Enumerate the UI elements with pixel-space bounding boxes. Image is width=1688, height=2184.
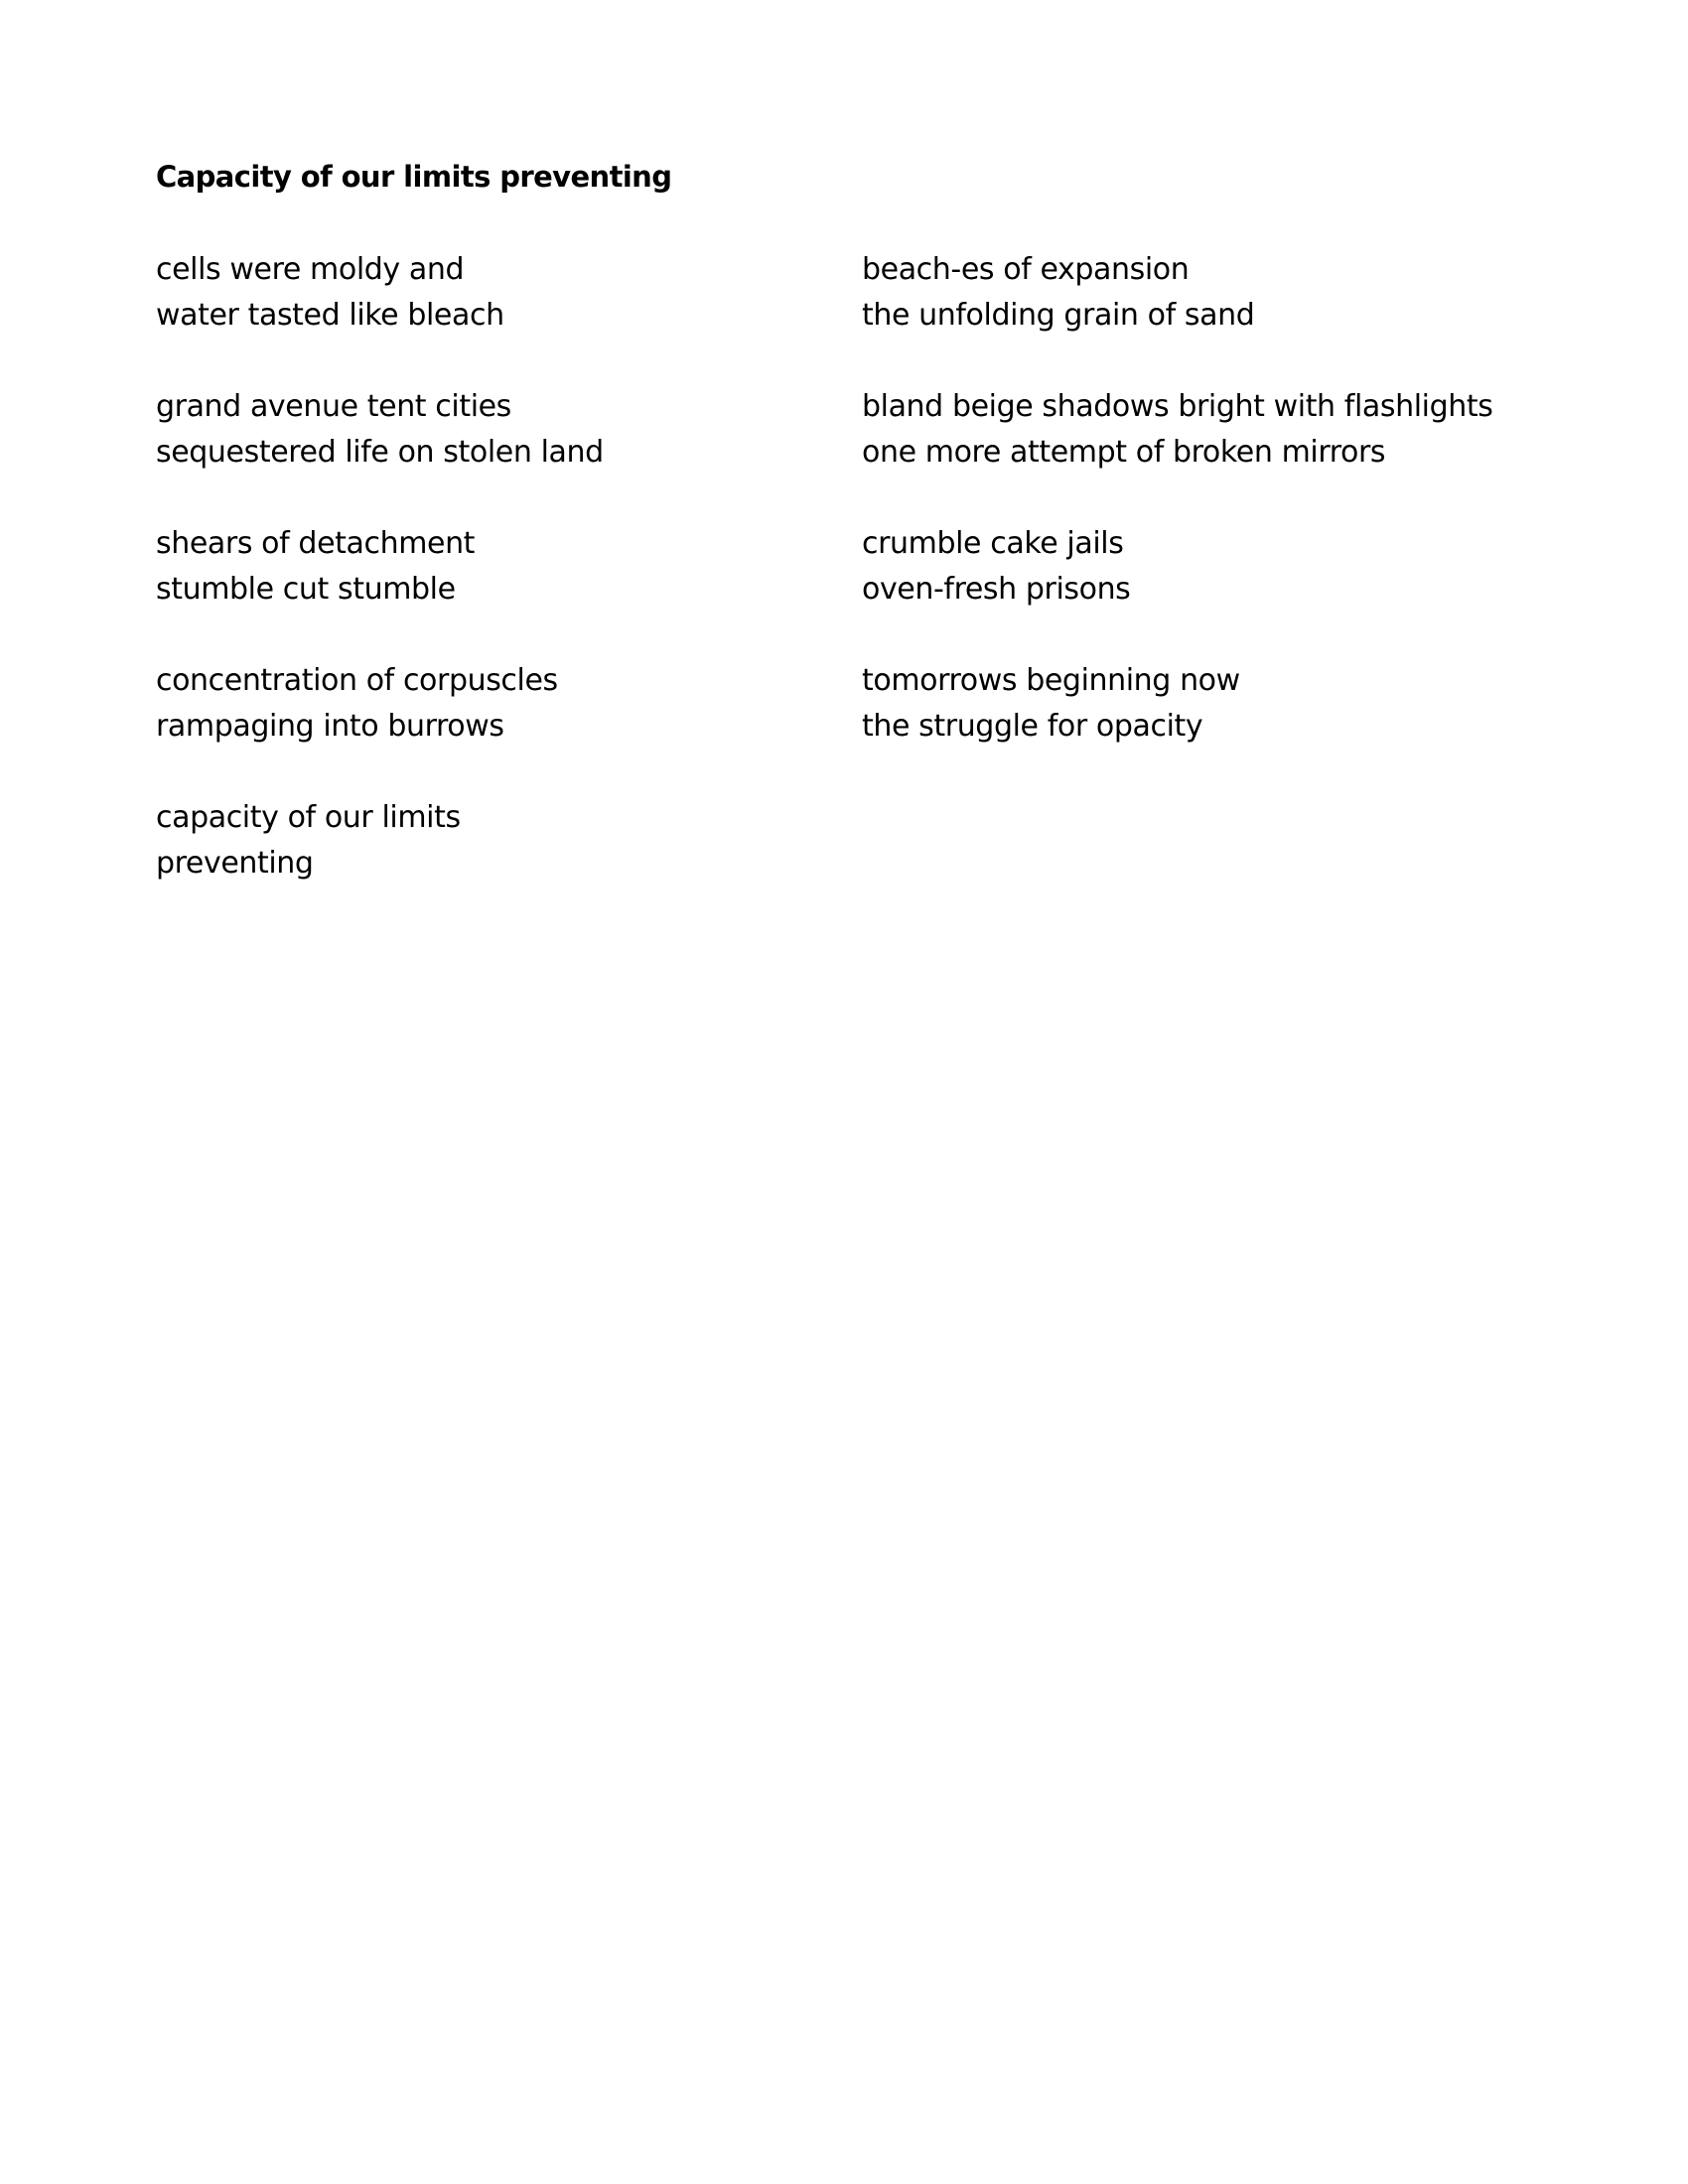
- poem-line: preventing: [156, 846, 314, 881]
- stanza: [862, 247, 1537, 339]
- poem-line: water tasted like bleach: [156, 298, 504, 333]
- poem-line: shears of detachment: [156, 526, 476, 561]
- poem-line: grand avenue tent cities: [156, 389, 511, 424]
- stanza: [862, 658, 1537, 750]
- poem-line: bland beige shadows bright with flashlights: [862, 389, 1493, 424]
- poem-line: oven-fresh prisons: [862, 572, 1131, 607]
- stanza: [156, 521, 831, 613]
- poem-line: concentration of corpuscles: [156, 663, 558, 698]
- stanza: [156, 795, 831, 887]
- poem-line: one more attempt of broken mirrors: [862, 435, 1386, 470]
- poem-line: stumble cut stumble: [156, 572, 456, 607]
- poem-line: crumble cake jails: [862, 526, 1124, 561]
- stanza: [156, 384, 831, 476]
- left-column: [156, 247, 831, 932]
- stanza: [862, 521, 1537, 613]
- stanza: [156, 658, 831, 750]
- poem-line: the struggle for opacity: [862, 709, 1203, 744]
- poem-line: beach-es of expansion: [862, 252, 1190, 287]
- stanza: [156, 247, 831, 339]
- poem-line: capacity of our limits: [156, 800, 461, 835]
- poem-line: tomorrows beginning now: [862, 663, 1240, 698]
- poem-line: sequestered life on stolen land: [156, 435, 604, 470]
- poem-line: cells were moldy and: [156, 252, 465, 287]
- poem-line: rampaging into burrows: [156, 709, 504, 744]
- poem-title: Capacity of our limits preventing: [156, 160, 672, 194]
- right-column: [862, 247, 1537, 795]
- stanza: [862, 384, 1537, 476]
- poem-line: the unfolding grain of sand: [862, 298, 1255, 333]
